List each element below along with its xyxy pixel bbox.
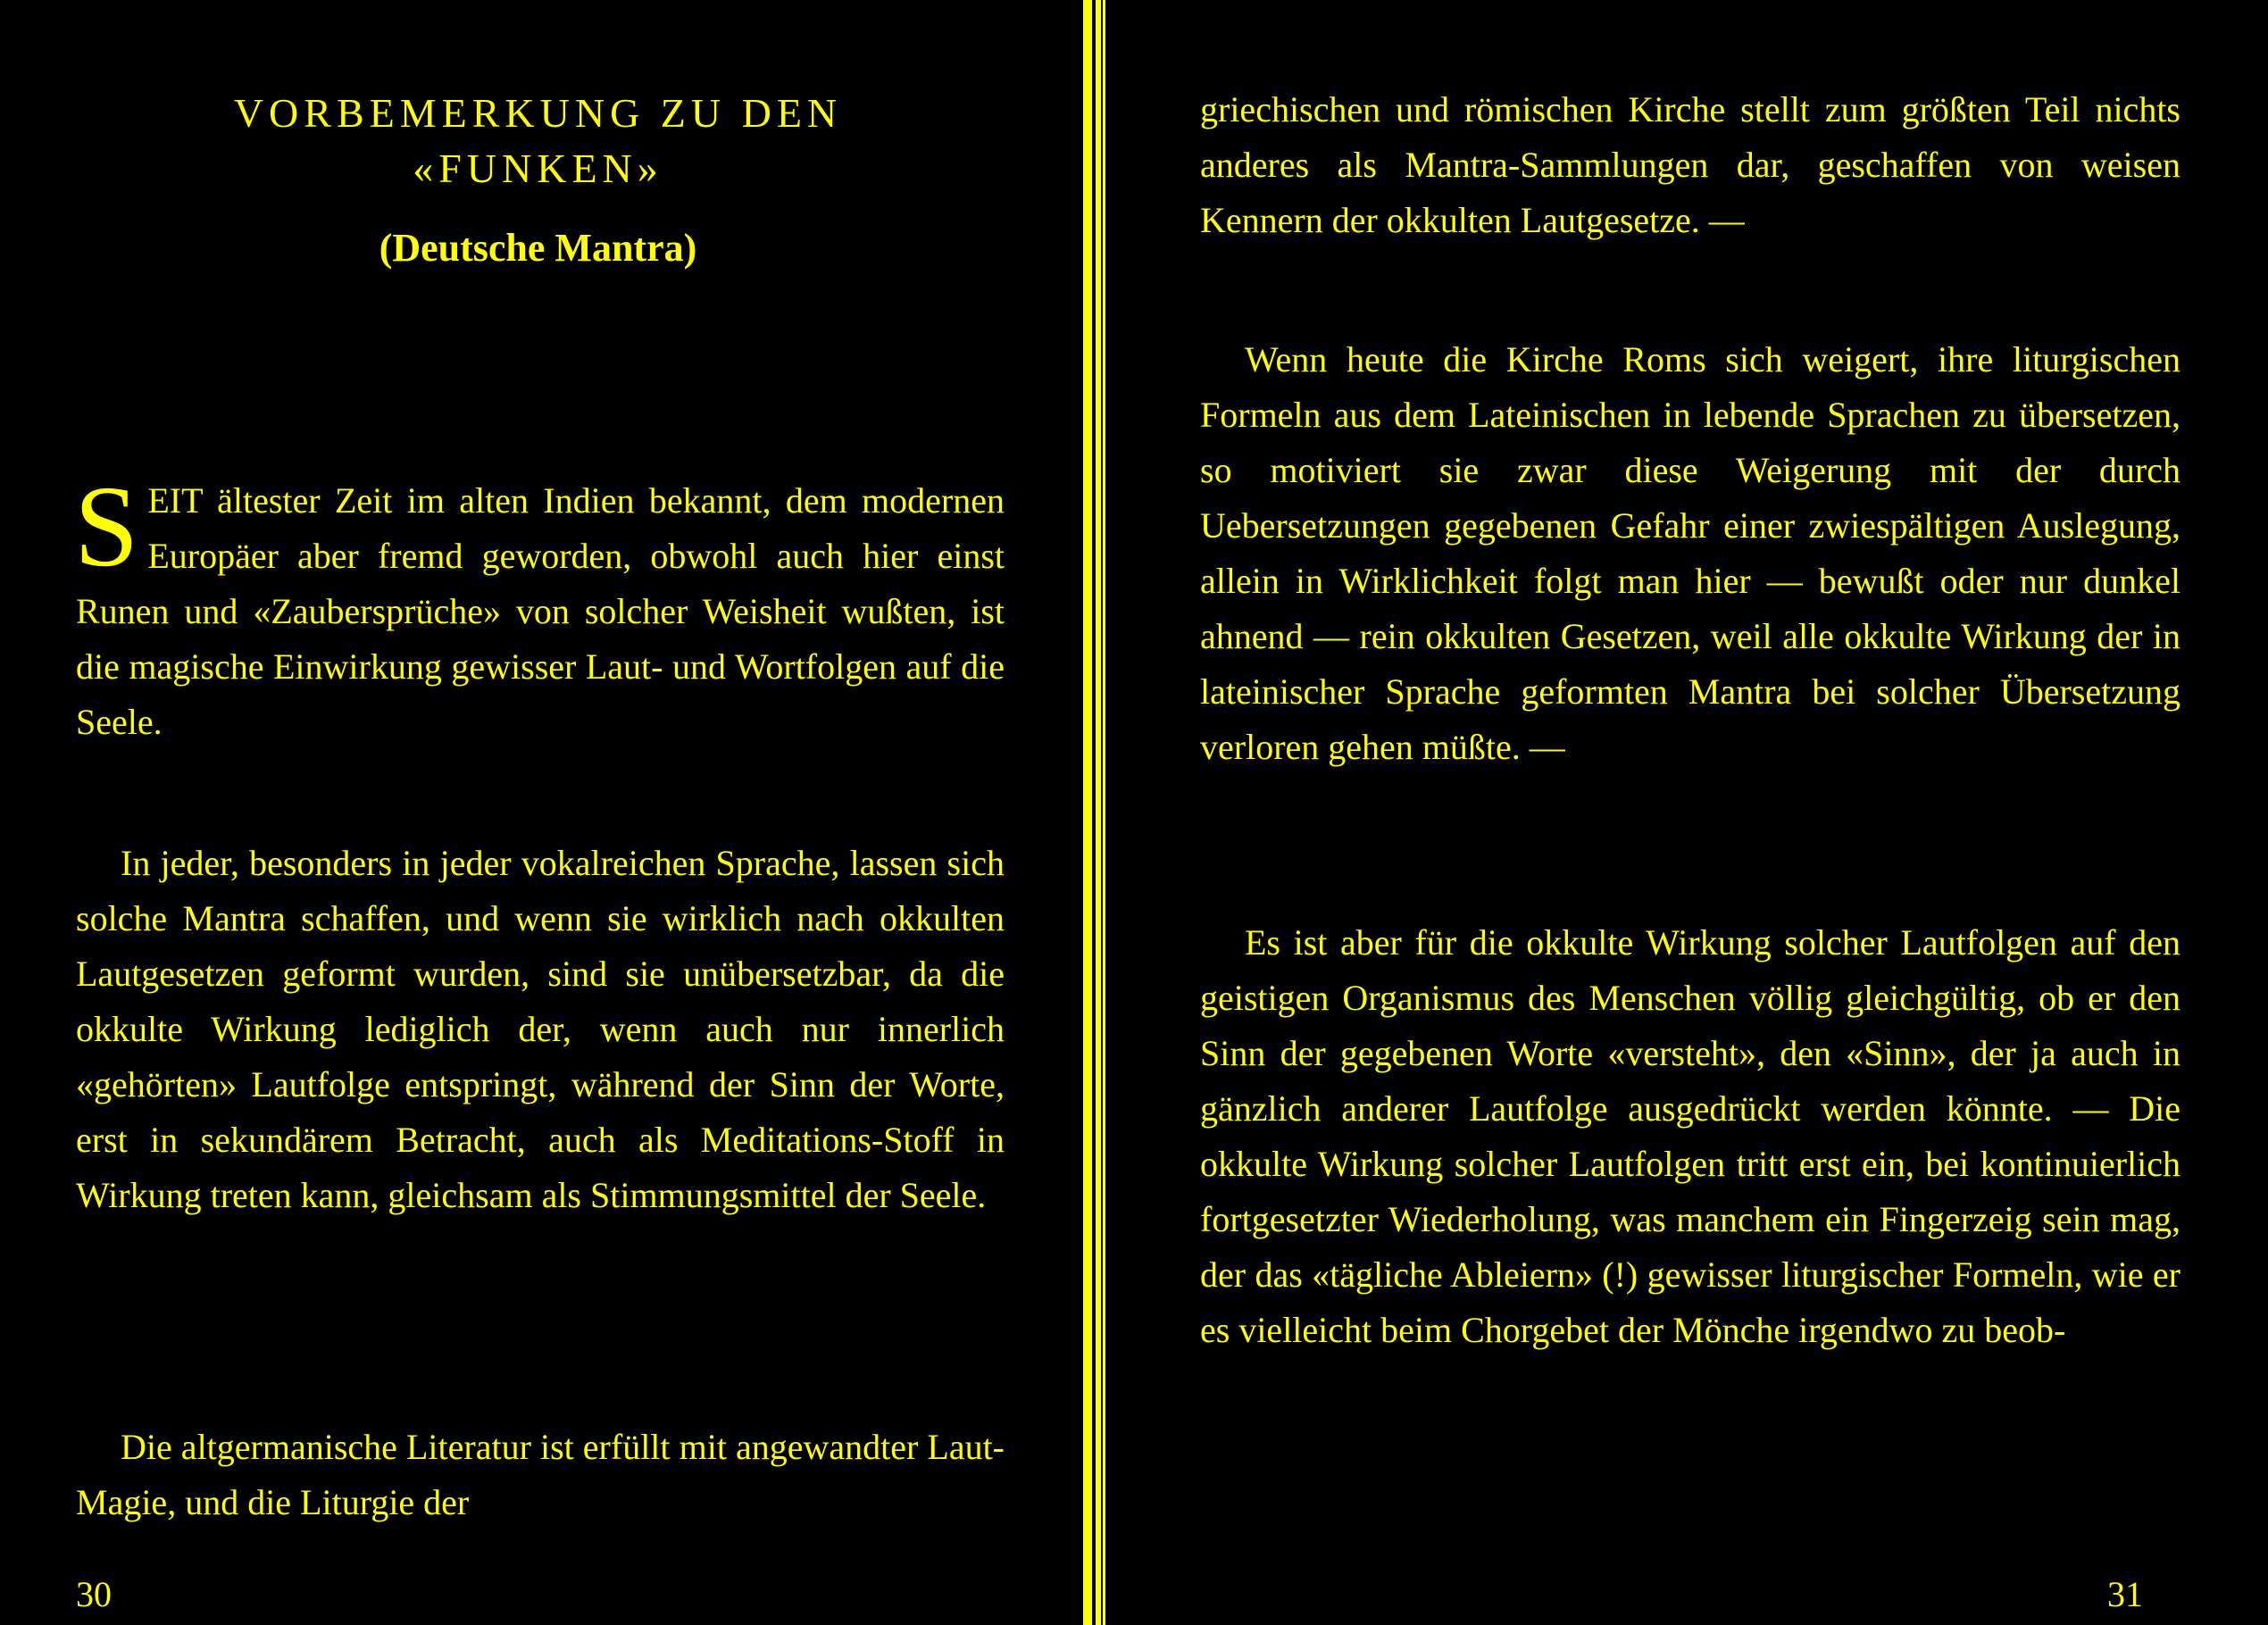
paragraph-1 <box>74 462 1005 750</box>
paragraph-1: griechischen und römischen Kirche stellt zum größten Teil nichts anderes als Mantra-Sammlungen dar, geschaffen von weisen Kennern der okkulten Lautgesetze. — <box>1200 89 2180 240</box>
page-number-right: 31 <box>2107 1574 2143 1614</box>
drop-cap: S <box>74 462 139 591</box>
chapter-title-line-1: VORBEMERKUNG ZU DEN <box>233 90 843 136</box>
paragraph-2: In jeder, besonders in jeder vokalreichen Sprache, lassen sich solche Mantra schaffen, und wenn sie wirklich nach okkulten Lautgesetzen geformt wurden, sind sie unübersetzbar, da die okkulte Wirkung lediglich der, wenn auch nur innerlich «gehörten» Lautfolge entspringt, während der Sinn der Worte, erst in sekundärem Betracht, auch als Meditations-Stoff in Wirkung treten kann, gleichsam als Stimmungsmittel der Seele. <box>76 843 1005 1215</box>
right-page <box>1116 0 2268 1625</box>
paragraph-3: Es ist aber für die okkulte Wirkung solcher Lautfolgen auf den geistigen Organismus des Menschen völlig gleichgültig, ob er den Sinn der gegebenen Worte «versteht», den «Sinn», der ja auch in gänzlich anderer Lautfolge ausgedrückt werden könnte. — Die okkulte Wirkung solcher Lautfolgen tritt erst ein, bei kontinuierlich fortgesetzter Wiederholung, was manchem ein Fingerzeig sein mag, der das «tägliche Ableiern» (!) gewisser liturgischer Formeln, wie er es vielleicht beim Chorgebet der Mönche irgendwo zu beob- <box>1200 922 2180 1350</box>
book-gutter <box>1076 0 1116 1625</box>
paragraph-3: Die altgermanische Literatur ist erfüllt mit angewandter Laut-Magie, und die Liturgie der <box>76 1427 1005 1522</box>
paragraph-2: Wenn heute die Kirche Roms sich weigert, ihre liturgischen Formeln aus dem Lateinischen in lebende Sprachen zu übersetzen, so motiviert sie zwar diese Weigerung mit der durch Uebersetzungen gegebenen Gefahr einer zwiespältigen Auslegung, allein in Wirklichkeit folgt man hier — bewußt oder nur dunkel ahnend — rein okkulten Gesetzen, weil alle okkulte Wirkung der in lateinischer Sprache geformten Mantra bei solcher Übersetzung verloren gehen müßte. — <box>1200 339 2180 767</box>
gutter-band <box>1103 0 1105 1625</box>
paragraph-1-text: EIT ältester Zeit im alten Indien bekannt, dem modernen Europäer aber fremd geworden, obwohl auch hier einst Runen und «Zaubersprüche» von solcher Weisheit wußten, ist die magische Einwirkung gewisser Laut- und Wortfolgen auf die Seele. <box>76 480 1005 742</box>
gutter-band <box>1083 0 1092 1625</box>
page-number-left: 30 <box>76 1574 112 1614</box>
chapter-title-line-2: «FUNKEN» <box>413 146 663 191</box>
chapter-subtitle: (Deutsche Mantra) <box>379 226 697 270</box>
gutter-band <box>1096 0 1101 1625</box>
left-page <box>0 0 1076 1625</box>
